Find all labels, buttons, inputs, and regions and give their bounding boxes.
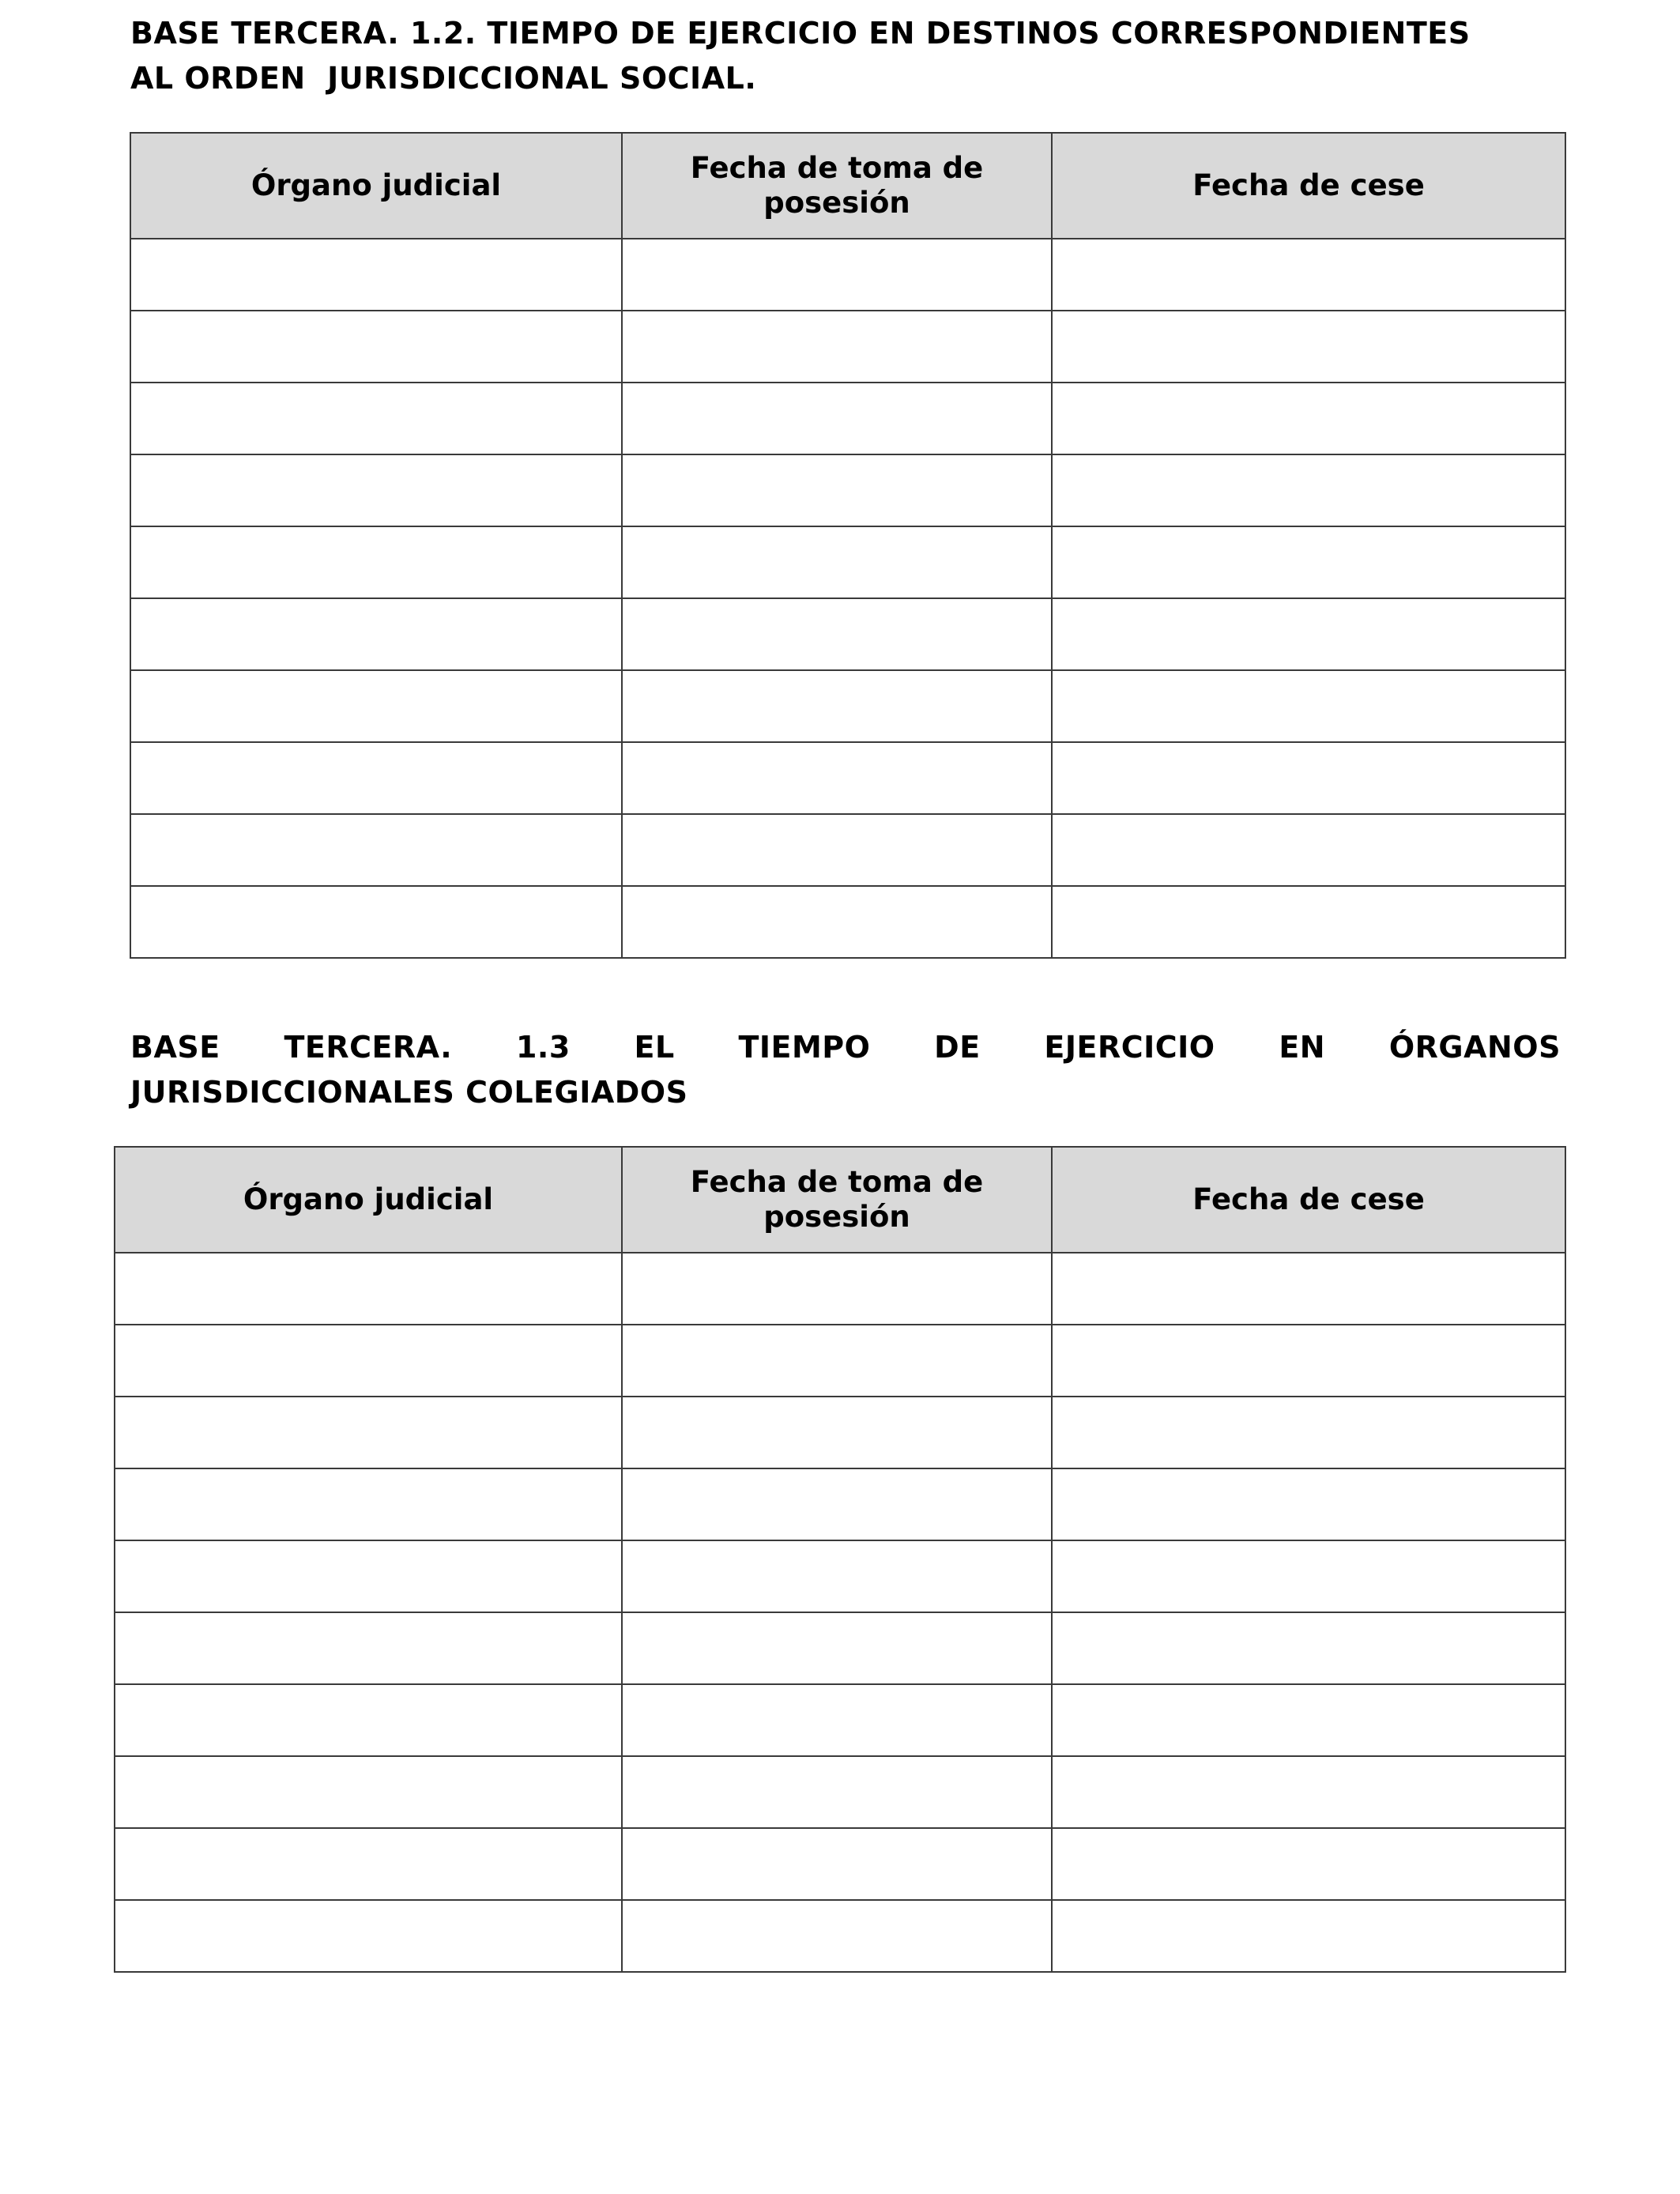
- table-cell[interactable]: [622, 886, 1052, 958]
- table-cell[interactable]: [115, 1612, 622, 1684]
- table-cell[interactable]: [130, 814, 622, 886]
- column-header-fecha-toma-posesion: Fecha de toma de posesión: [622, 1147, 1052, 1253]
- table-row: [115, 1900, 1565, 1972]
- heading-word: ÓRGANOS: [1388, 1030, 1561, 1065]
- table-cell[interactable]: [115, 1828, 622, 1900]
- table-row: [115, 1253, 1565, 1325]
- table-cell[interactable]: [130, 239, 622, 311]
- table-cell[interactable]: [622, 383, 1052, 454]
- table-cell[interactable]: [1052, 1325, 1565, 1397]
- column-header-organo-judicial: Órgano judicial: [130, 133, 622, 239]
- table-row: [115, 1540, 1565, 1612]
- table-cell[interactable]: [622, 1325, 1052, 1397]
- table-cell[interactable]: [622, 454, 1052, 526]
- table-cell[interactable]: [622, 239, 1052, 311]
- table-cell[interactable]: [1052, 1828, 1565, 1900]
- heading-word: EN: [1279, 1030, 1326, 1065]
- column-header-fecha-toma-posesion: Fecha de toma de posesión: [622, 133, 1052, 239]
- table-cell[interactable]: [115, 1756, 622, 1828]
- table-row: [115, 1397, 1565, 1468]
- table-cell[interactable]: [622, 814, 1052, 886]
- heading-word: TIEMPO: [738, 1030, 871, 1065]
- destinos-social-table: [130, 132, 1566, 959]
- table-row: [115, 1612, 1565, 1684]
- table-cell[interactable]: [130, 526, 622, 598]
- column-header-fecha-cese: Fecha de cese: [1052, 1147, 1565, 1253]
- table-cell[interactable]: [622, 1397, 1052, 1468]
- table-header-row: [130, 133, 1565, 239]
- table-cell[interactable]: [1052, 598, 1565, 670]
- table-cell[interactable]: [115, 1900, 622, 1972]
- table-row: [115, 1684, 1565, 1756]
- table-cell[interactable]: [1052, 1612, 1565, 1684]
- table-cell[interactable]: [1052, 454, 1565, 526]
- heading-line: [130, 1025, 1561, 1070]
- table-cell[interactable]: [622, 526, 1052, 598]
- table-cell[interactable]: [115, 1325, 622, 1397]
- heading-word: BASE: [130, 1030, 220, 1065]
- heading-word: EJERCICIO: [1044, 1030, 1215, 1065]
- section-heading-1-3: [130, 1025, 1561, 1115]
- heading-word: EL: [634, 1030, 675, 1065]
- table-cell[interactable]: [1052, 814, 1565, 886]
- column-header-fecha-cese: Fecha de cese: [1052, 133, 1565, 239]
- table-cell[interactable]: [622, 1253, 1052, 1325]
- table-cell[interactable]: [622, 1540, 1052, 1612]
- table-cell[interactable]: [1052, 1684, 1565, 1756]
- table-row: [115, 1325, 1565, 1397]
- table-cell[interactable]: [622, 1612, 1052, 1684]
- heading-line: AL ORDEN JURISDICCIONAL SOCIAL.: [130, 61, 757, 96]
- table-row: [130, 670, 1565, 742]
- table-cell[interactable]: [130, 886, 622, 958]
- table-cell[interactable]: [115, 1253, 622, 1325]
- table-cell[interactable]: [1052, 526, 1565, 598]
- table-cell[interactable]: [622, 1900, 1052, 1972]
- table-cell[interactable]: [130, 383, 622, 454]
- table-cell[interactable]: [1052, 1900, 1565, 1972]
- table-cell[interactable]: [622, 311, 1052, 383]
- table-row: [130, 886, 1565, 958]
- table-row: [130, 311, 1565, 383]
- table-cell[interactable]: [1052, 1397, 1565, 1468]
- table-row: [130, 383, 1565, 454]
- table-row: [130, 526, 1565, 598]
- table-cell[interactable]: [622, 598, 1052, 670]
- column-header-organo-judicial: Órgano judicial: [115, 1147, 622, 1253]
- table-row: [130, 239, 1565, 311]
- table-cell[interactable]: [1052, 1756, 1565, 1828]
- table-cell[interactable]: [130, 311, 622, 383]
- table-cell[interactable]: [1052, 670, 1565, 742]
- table-row: [130, 742, 1565, 814]
- table-cell[interactable]: [115, 1468, 622, 1540]
- table-cell[interactable]: [1052, 1253, 1565, 1325]
- table-cell[interactable]: [622, 1828, 1052, 1900]
- organos-colegiados-table: [114, 1146, 1566, 1973]
- table-cell[interactable]: [130, 670, 622, 742]
- table-row: [115, 1828, 1565, 1900]
- heading-word: 1.3: [515, 1030, 571, 1065]
- table-cell[interactable]: [622, 670, 1052, 742]
- table-cell[interactable]: [622, 742, 1052, 814]
- table-cell[interactable]: [622, 1684, 1052, 1756]
- table-cell[interactable]: [1052, 239, 1565, 311]
- table-row: [130, 454, 1565, 526]
- heading-word: TERCERA.: [284, 1030, 453, 1065]
- table-row: [115, 1756, 1565, 1828]
- table-cell[interactable]: [115, 1684, 622, 1756]
- table-cell[interactable]: [115, 1397, 622, 1468]
- table-body: [115, 1253, 1565, 1972]
- table-cell[interactable]: [130, 742, 622, 814]
- table-cell[interactable]: [1052, 742, 1565, 814]
- heading-line: JURISDICCIONALES COLEGIADOS: [130, 1075, 688, 1110]
- table-cell[interactable]: [622, 1468, 1052, 1540]
- table-body: [130, 239, 1565, 958]
- table-cell[interactable]: [1052, 311, 1565, 383]
- table-cell[interactable]: [1052, 1540, 1565, 1612]
- table-cell[interactable]: [1052, 886, 1565, 958]
- table-cell[interactable]: [1052, 383, 1565, 454]
- section-heading-1-2: [130, 11, 1561, 101]
- table-header-row: [115, 1147, 1565, 1253]
- table-row: [130, 814, 1565, 886]
- table-cell[interactable]: [622, 1756, 1052, 1828]
- table-cell[interactable]: [130, 598, 622, 670]
- table-cell[interactable]: [1052, 1468, 1565, 1540]
- table-cell[interactable]: [115, 1540, 622, 1612]
- heading-word: DE: [934, 1030, 981, 1065]
- table-row: [130, 598, 1565, 670]
- heading-line: BASE TERCERA. 1.2. TIEMPO DE EJERCICIO EN DESTINOS CORRESPONDIENTES: [130, 16, 1471, 51]
- table-row: [115, 1468, 1565, 1540]
- table-cell[interactable]: [130, 454, 622, 526]
